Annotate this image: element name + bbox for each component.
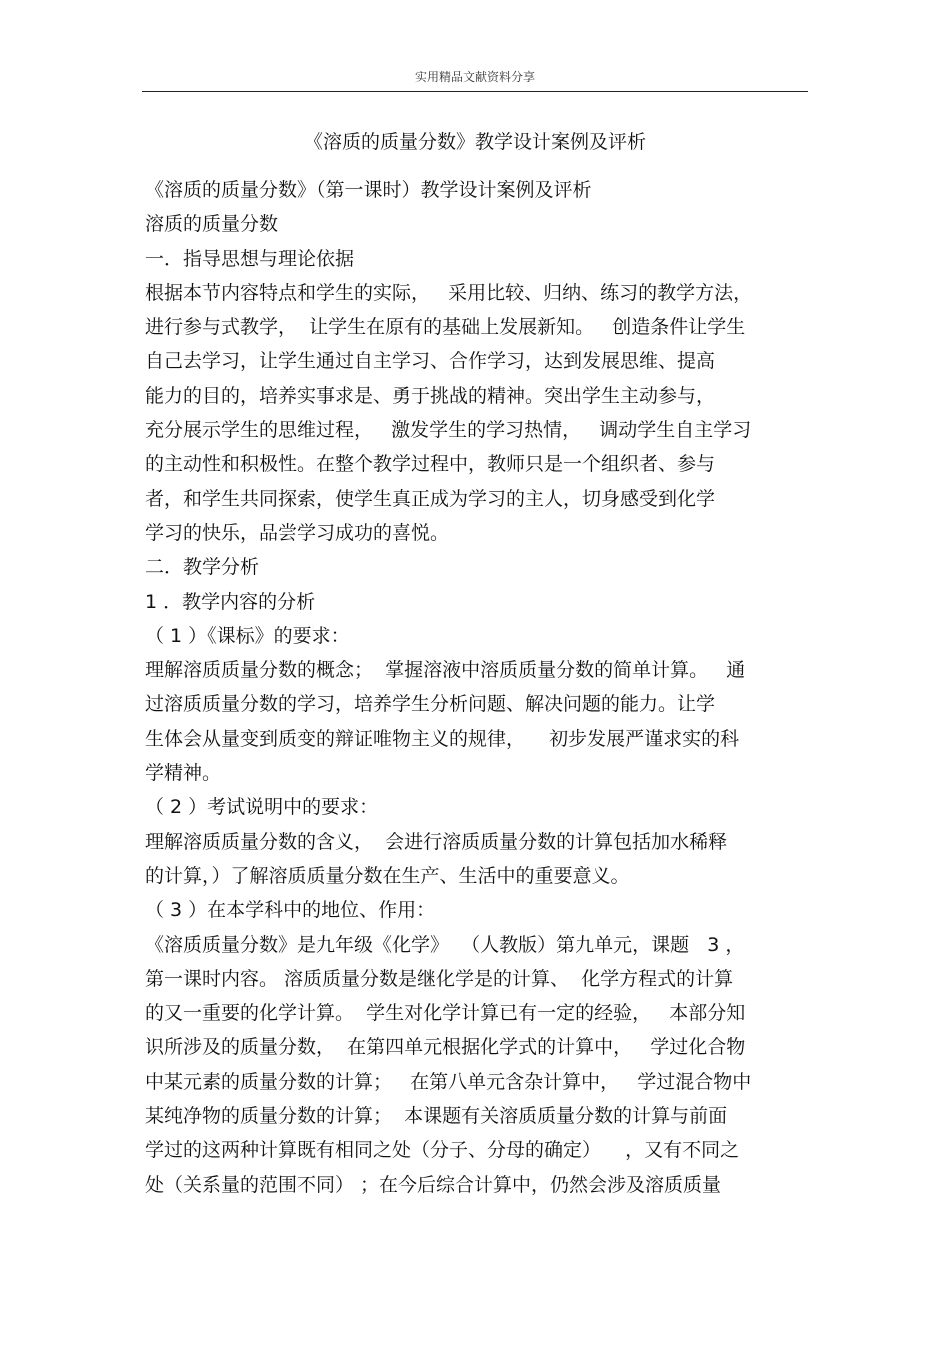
body-text-line: 理解溶质质量分数的含义， 会进行溶质质量分数的计算包括加水稀释 bbox=[145, 830, 728, 853]
body-text-line: 学习的快乐，品尝学习成功的喜悦。 bbox=[145, 521, 450, 544]
document-title: 《溶质的质量分数》教学设计案例及评析 bbox=[303, 131, 646, 153]
body-text-line: 根据本节内容特点和学生的实际， 采用比较、归纳、练习的教学方法， bbox=[145, 281, 753, 304]
subtitle-line: 《溶质的质量分数》（第一课时）教学设计案例及评析 bbox=[145, 179, 592, 201]
body-text-line: 理解溶质质量分数的概念； 掌握溶液中溶质质量分数的简单计算。 通 bbox=[145, 659, 746, 682]
body-text-line: 《溶质质量分数》是九年级《化学》 （人教版）第九单元，课题 3 ， bbox=[145, 933, 745, 956]
subsection-heading: 1 ．教学内容的分析 bbox=[145, 590, 316, 613]
body-text-line: 处（关系量的范围不同） ；在今后综合计算中，仍然会涉及溶质质量 bbox=[145, 1173, 722, 1196]
document-body bbox=[145, 173, 810, 1202]
body-text-line: 第一课时内容。 溶质质量分数是继化学是的计算、 化学方程式的计算 bbox=[145, 967, 734, 990]
body-text-line: 学精神。 bbox=[145, 762, 222, 785]
subsection-heading: （ 1 ）《课标》的要求： bbox=[145, 624, 350, 647]
body-text-line: 中某元素的质量分数的计算； 在第八单元含杂计算中， 学过混合物中 bbox=[145, 1070, 752, 1093]
section-heading: 二．教学分析 bbox=[145, 556, 260, 579]
body-text-line: 充分展示学生的思维过程， 激发学生的学习热情， 调动学生自主学习 bbox=[145, 419, 752, 442]
body-text-line: 进行参与式教学， 让学生在原有的基础上发展新知。 创造条件让学生 bbox=[145, 316, 746, 339]
section-heading: 溶质的质量分数 bbox=[145, 213, 279, 236]
body-text-line: 识所涉及的质量分数， 在第四单元根据化学式的计算中， 学过化合物 bbox=[145, 1036, 746, 1059]
subsection-heading: （ 2 ）考试说明中的要求： bbox=[145, 796, 379, 819]
body-text-line: 者，和学生共同探索，使学生真正成为学习的主人，切身感受到化学 bbox=[145, 487, 716, 510]
header-divider bbox=[142, 91, 808, 92]
body-text-line: 的又一重要的化学计算。 学生对化学计算已有一定的经验， 本部分知 bbox=[145, 1002, 746, 1025]
subsection-heading: （ 3 ）在本学科中的地位、作用： bbox=[145, 899, 436, 922]
body-text-line: 能力的目的，培养实事求是、勇于挑战的精神。突出学生主动参与， bbox=[145, 384, 716, 407]
body-text-line: 生体会从量变到质变的辩证唯物主义的规律， 初步发展严谨求实的科 bbox=[145, 727, 740, 750]
body-text-line: 的计算，）了解溶质质量分数在生产、生活中的重要意义。 bbox=[145, 864, 630, 887]
body-text-line: 过溶质质量分数的学习，培养学生分析问题、解决问题的能力。让学 bbox=[145, 693, 716, 716]
body-text-line: 学过的这两种计算既有相同之处（分子、分母的确定） ，又有不同之 bbox=[145, 1139, 740, 1162]
body-text-line: 的主动性和积极性。在整个教学过程中，教师只是一个组织者、参与 bbox=[145, 453, 716, 476]
running-header: 实用精品文献资料分享 bbox=[414, 70, 535, 84]
section-heading: 一．指导思想与理论依据 bbox=[145, 247, 355, 270]
body-text-line: 某纯净物的质量分数的计算； 本课题有关溶质质量分数的计算与前面 bbox=[145, 1105, 728, 1128]
body-text-line: 自己去学习，让学生通过自主学习、合作学习，达到发展思维、提高 bbox=[145, 350, 716, 373]
